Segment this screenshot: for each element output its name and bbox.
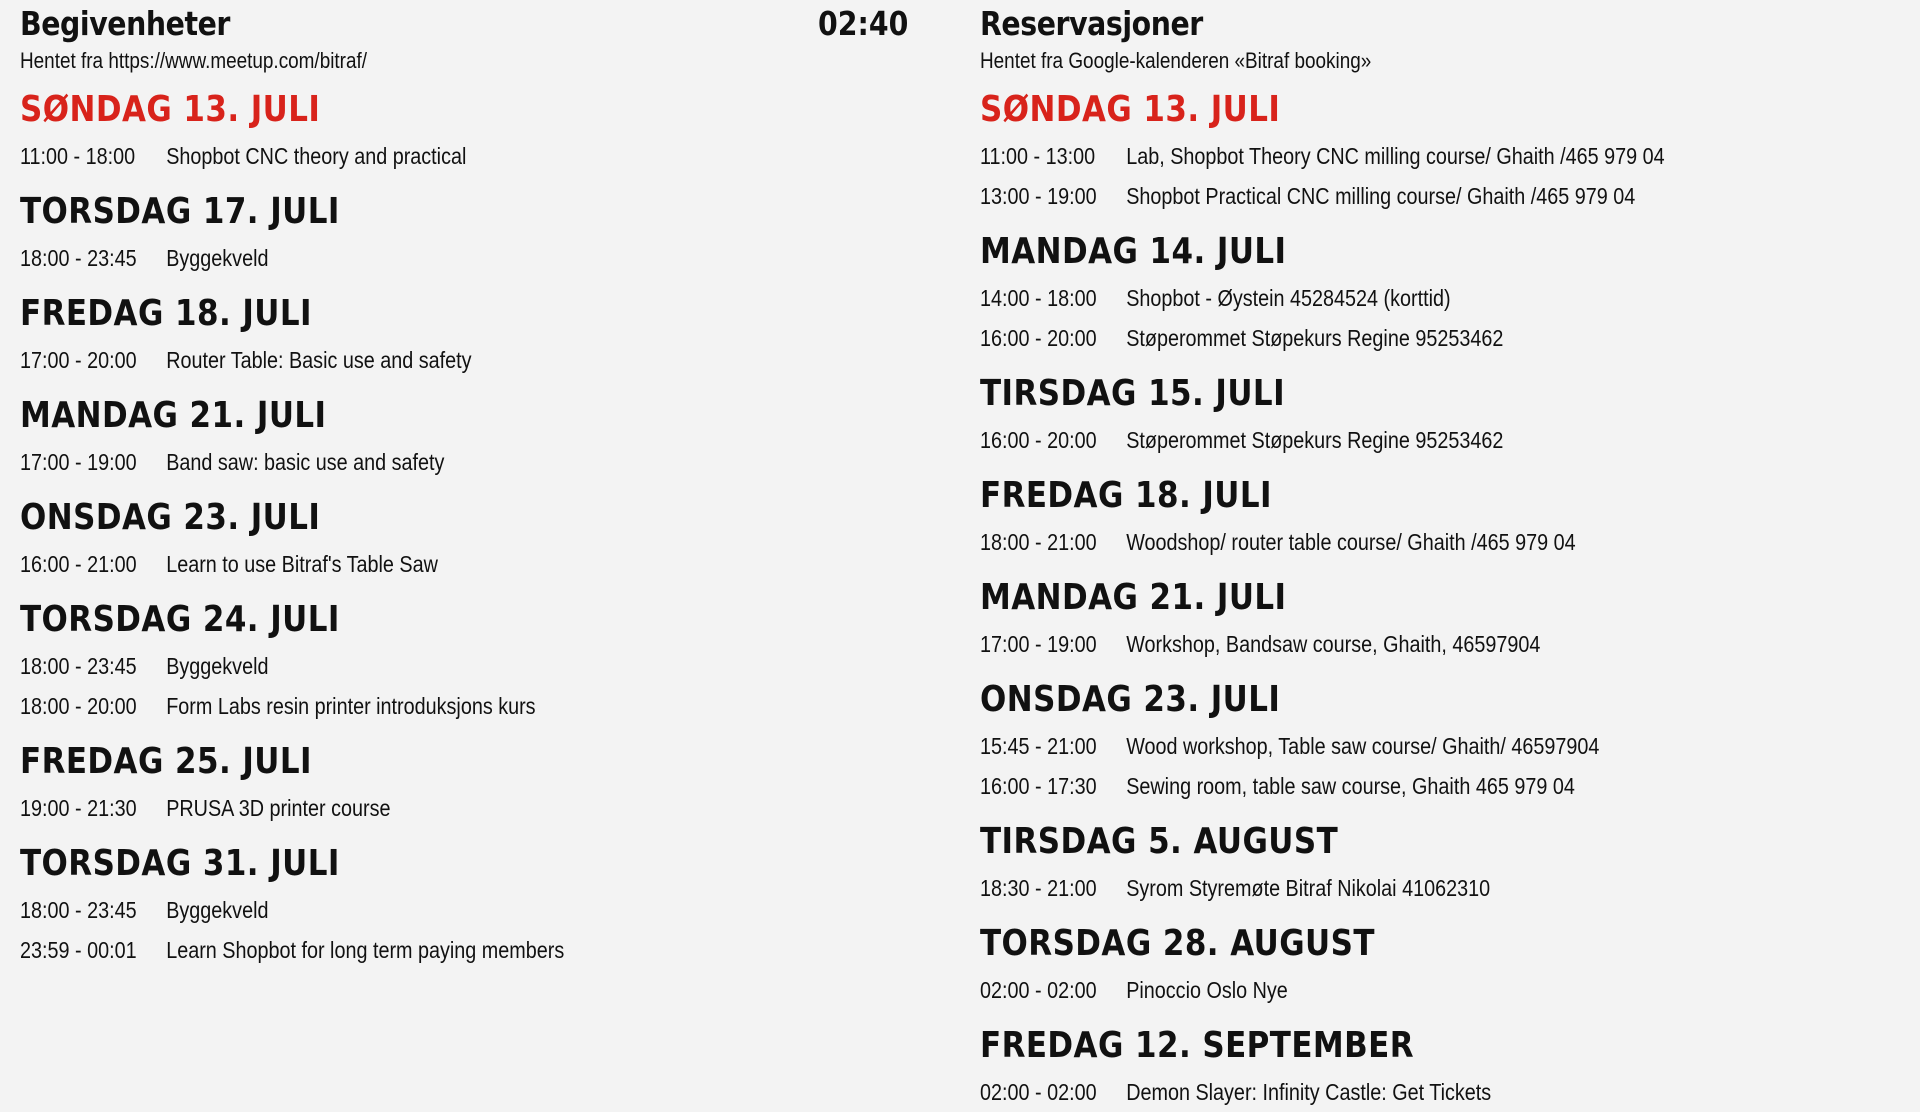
- event-time: 16:00 - 20:00: [980, 325, 1097, 351]
- event-name: Band saw: basic use and safety: [166, 449, 445, 475]
- event-time: 18:00 - 23:45: [20, 653, 137, 679]
- event-name: Learn Shopbot for long term paying members: [166, 937, 565, 963]
- day-group: [20, 742, 900, 828]
- day-group: [20, 498, 900, 584]
- event-row: [20, 340, 777, 380]
- event-name: PRUSA 3D printer course: [166, 795, 391, 821]
- day-group: [980, 90, 1900, 216]
- day-heading: FREDAG 12. SEPTEMBER: [980, 1025, 1415, 1066]
- day-group: [980, 232, 1900, 358]
- day-heading: MANDAG 21. JULI: [20, 395, 327, 436]
- event-time: 13:00 - 19:00: [980, 183, 1097, 209]
- event-row: [20, 238, 777, 278]
- event-time: 18:00 - 23:45: [20, 897, 137, 923]
- event-name: Støperommet Støpekurs Regine 95253462: [1126, 325, 1504, 351]
- event-name: Lab, Shopbot Theory CNC milling course/ Ghaith /465 979 04: [1126, 143, 1665, 169]
- event-row: [20, 930, 777, 970]
- day-group: [20, 192, 900, 278]
- event-time: 16:00 - 20:00: [980, 427, 1097, 453]
- event-row: [20, 646, 777, 686]
- event-name: Byggekveld: [166, 653, 269, 679]
- event-name: Pinoccio Oslo Nye: [1126, 977, 1288, 1003]
- event-time: 16:00 - 17:30: [980, 773, 1097, 799]
- event-time: 18:00 - 20:00: [20, 693, 137, 719]
- day-group: [980, 924, 1900, 1010]
- event-name: Byggekveld: [166, 897, 269, 923]
- day-heading: SØNDAG 13. JULI: [980, 89, 1281, 130]
- clock: 02:40: [818, 4, 909, 43]
- event-time: 17:00 - 19:00: [20, 449, 137, 475]
- day-group: [20, 90, 900, 176]
- event-row: [20, 686, 777, 726]
- event-row: [20, 136, 777, 176]
- event-name: Workshop, Bandsaw course, Ghaith, 46597904: [1126, 631, 1541, 657]
- event-row: [980, 318, 1771, 358]
- day-group: [20, 294, 900, 380]
- day-heading: TORSDAG 28. AUGUST: [980, 923, 1375, 964]
- event-name: Sewing room, table saw course, Ghaith 465 979 04: [1126, 773, 1575, 799]
- events-column: [20, 0, 900, 970]
- day-heading: TORSDAG 17. JULI: [20, 191, 340, 232]
- event-time: 23:59 - 00:01: [20, 937, 137, 963]
- day-heading: FREDAG 25. JULI: [20, 741, 312, 782]
- day-group: [20, 600, 900, 726]
- event-name: Woodshop/ router table course/ Ghaith /465 979 04: [1126, 529, 1576, 555]
- event-name: Demon Slayer: Infinity Castle: Get Tickets: [1126, 1079, 1492, 1105]
- event-time: 11:00 - 18:00: [20, 143, 136, 169]
- day-group: [20, 396, 900, 482]
- reservations-day-list: [980, 90, 1900, 1112]
- event-name: Shopbot CNC theory and practical: [166, 143, 467, 169]
- day-heading: MANDAG 14. JULI: [980, 231, 1287, 272]
- event-time: 18:00 - 23:45: [20, 245, 137, 271]
- day-group: [980, 578, 1900, 664]
- day-heading: TORSDAG 24. JULI: [20, 599, 340, 640]
- event-name: Router Table: Basic use and safety: [166, 347, 472, 373]
- event-name: Shopbot - Øystein 45284524 (korttid): [1126, 285, 1451, 311]
- event-row: [980, 726, 1771, 766]
- event-name: Wood workshop, Table saw course/ Ghaith/ 46597904: [1126, 733, 1600, 759]
- events-source: Hentet fra https://www.meetup.com/bitraf/: [20, 48, 368, 73]
- event-name: Form Labs resin printer introduksjons kurs: [166, 693, 536, 719]
- events-day-list: [20, 90, 900, 970]
- day-heading: ONSDAG 23. JULI: [20, 497, 321, 538]
- event-time: 19:00 - 21:30: [20, 795, 137, 821]
- event-time: 16:00 - 21:00: [20, 551, 137, 577]
- event-row: [980, 420, 1771, 460]
- event-row: [980, 176, 1771, 216]
- event-time: 14:00 - 18:00: [980, 285, 1097, 311]
- day-heading: FREDAG 18. JULI: [980, 475, 1272, 516]
- day-heading: TORSDAG 31. JULI: [20, 843, 340, 884]
- reservations-source: Hentet fra Google-kalenderen «Bitraf booking»: [980, 48, 1372, 73]
- events-title: Begivenheter: [20, 4, 230, 43]
- event-time: 15:45 - 21:00: [980, 733, 1097, 759]
- event-row: [20, 788, 777, 828]
- day-group: [980, 1026, 1900, 1112]
- event-name: Byggekveld: [166, 245, 269, 271]
- event-row: [980, 624, 1771, 664]
- day-group: [980, 374, 1900, 460]
- reservations-column: [980, 0, 1900, 1112]
- event-row: [20, 890, 777, 930]
- event-row: [20, 544, 777, 584]
- day-group: [980, 476, 1900, 562]
- event-row: [980, 1072, 1771, 1112]
- day-group: [980, 822, 1900, 908]
- day-heading: TIRSDAG 15. JULI: [980, 373, 1286, 414]
- event-name: Syrom Styremøte Bitraf Nikolai 41062310: [1126, 875, 1491, 901]
- event-time: 02:00 - 02:00: [980, 1079, 1097, 1105]
- day-heading: FREDAG 18. JULI: [20, 293, 312, 334]
- event-row: [20, 442, 777, 482]
- event-name: Shopbot Practical CNC milling course/ Ghaith /465 979 04: [1126, 183, 1636, 209]
- reservations-title: Reservasjoner: [980, 4, 1203, 43]
- event-time: 02:00 - 02:00: [980, 977, 1097, 1003]
- event-time: 17:00 - 20:00: [20, 347, 137, 373]
- day-heading: TIRSDAG 5. AUGUST: [980, 821, 1339, 862]
- event-time: 18:00 - 21:00: [980, 529, 1097, 555]
- event-time: 11:00 - 13:00: [980, 143, 1096, 169]
- event-time: 18:30 - 21:00: [980, 875, 1097, 901]
- day-heading: ONSDAG 23. JULI: [980, 679, 1281, 720]
- event-row: [980, 868, 1771, 908]
- event-row: [980, 522, 1771, 562]
- day-group: [20, 844, 900, 970]
- event-time: 17:00 - 19:00: [980, 631, 1097, 657]
- event-name: Learn to use Bitraf's Table Saw: [166, 551, 438, 577]
- event-name: Støperommet Støpekurs Regine 95253462: [1126, 427, 1504, 453]
- day-group: [980, 680, 1900, 806]
- event-row: [980, 970, 1771, 1010]
- day-heading: SØNDAG 13. JULI: [20, 89, 321, 130]
- event-row: [980, 278, 1771, 318]
- event-row: [980, 136, 1771, 176]
- day-heading: MANDAG 21. JULI: [980, 577, 1287, 618]
- event-row: [980, 766, 1771, 806]
